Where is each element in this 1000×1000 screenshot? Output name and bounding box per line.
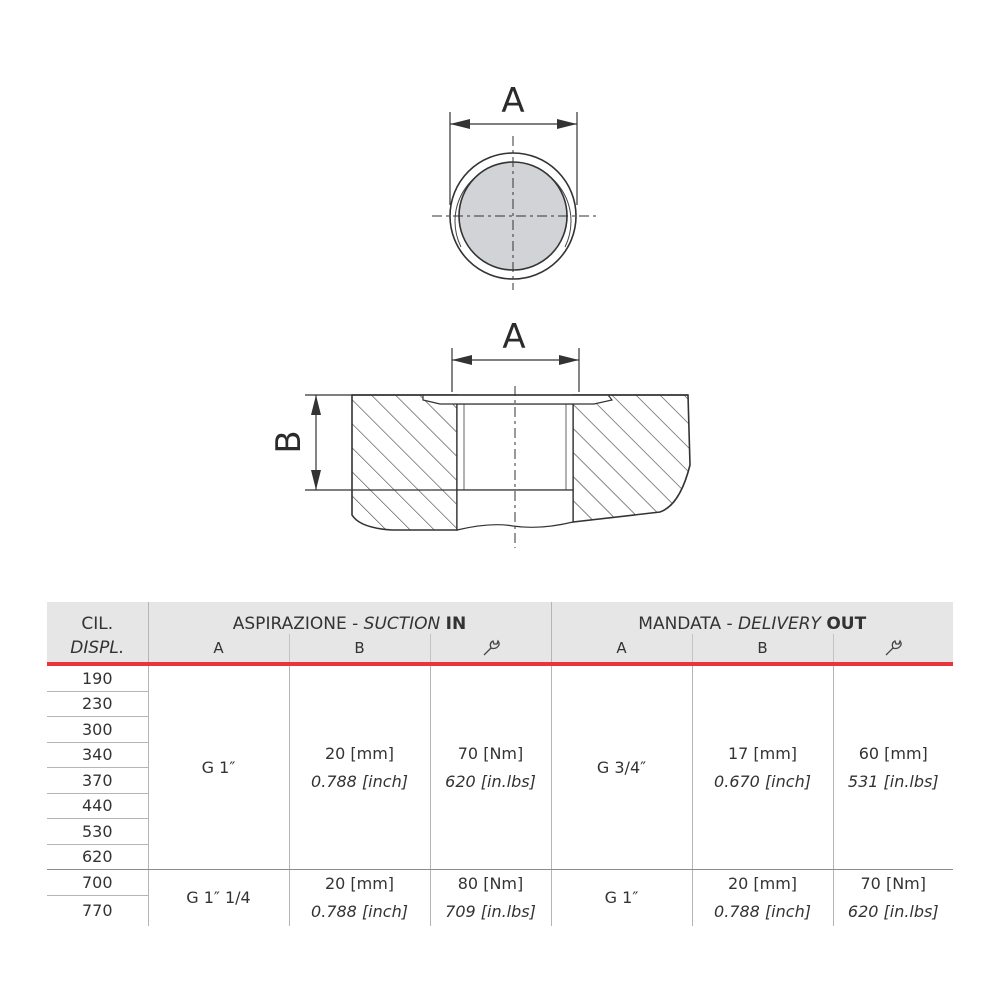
arrow-head	[450, 119, 470, 129]
displacement-cell: 230	[47, 691, 148, 717]
suction-b-mm: 20 [mm]	[324, 743, 395, 763]
header-row-columns	[47, 634, 953, 664]
suction-b-cell	[289, 664, 430, 870]
body-right-section	[573, 395, 690, 522]
arrow-head	[559, 355, 579, 365]
cil-header: CIL.	[47, 602, 148, 634]
arrow-head	[452, 355, 472, 365]
delivery-torque-nm: 60 [mm]	[858, 743, 928, 763]
top-view	[432, 81, 598, 290]
dimension-a-label: A	[502, 317, 526, 357]
dimension-a-label: A	[501, 81, 525, 121]
port-spec-table	[47, 602, 953, 926]
delivery-english-label: DELIVERY	[738, 614, 821, 634]
suction-a-header: A	[148, 634, 289, 664]
displacement-cell: 340	[47, 742, 148, 768]
displ-header: DISPL.	[47, 634, 148, 664]
body-left-section	[352, 395, 457, 530]
delivery-torque-nm: 70 [Nm]	[860, 874, 926, 893]
seat-counterbore	[423, 395, 612, 404]
suction-torque-inlbs: 709 [in.lbs]	[445, 902, 536, 921]
delivery-out-tag: OUT	[826, 614, 867, 634]
arrow-head	[311, 470, 321, 490]
delivery-b-header: B	[692, 634, 833, 664]
displacement-cell: 770	[81, 901, 113, 921]
displacement-cell: 190	[47, 664, 148, 691]
arrow-head	[311, 395, 321, 415]
delivery-b-mm: 17 [mm]	[727, 743, 798, 763]
delivery-torque-cell	[833, 664, 953, 870]
suction-a-cell: G 1″	[148, 664, 289, 870]
wrench-icon	[883, 639, 903, 657]
suction-b-header: B	[289, 634, 430, 664]
delivery-b-cell	[692, 870, 833, 927]
delivery-group-header	[551, 602, 953, 634]
table-row	[47, 664, 953, 691]
displacement-cell: 620	[47, 844, 148, 870]
delivery-torque-header	[833, 634, 953, 664]
delivery-italian-label: MANDATA -	[638, 614, 739, 634]
suction-b-inch: 0.788 [inch]	[311, 771, 408, 791]
delivery-torque-cell	[833, 870, 953, 927]
arrow-head	[557, 119, 577, 129]
suction-torque-nm: 80 [Nm]	[457, 874, 524, 893]
suction-in-tag: IN	[445, 614, 467, 634]
suction-torque-header	[430, 634, 551, 664]
displacement-cell: 370	[47, 768, 148, 794]
delivery-a-cell: G 1″	[551, 870, 692, 927]
suction-group-header	[148, 602, 551, 634]
suction-b-cell	[289, 870, 430, 927]
suction-b-mm: 20 [mm]	[324, 874, 395, 893]
suction-torque-inlbs: 620 [in.lbs]	[445, 771, 536, 791]
delivery-a-cell: G 3/4″	[551, 664, 692, 870]
dimension-b-label: B	[269, 430, 309, 454]
table-row	[47, 870, 953, 896]
suction-torque-cell	[430, 664, 551, 870]
suction-a-cell: G 1″ 1/4	[148, 870, 289, 927]
suction-torque-cell	[430, 870, 551, 927]
delivery-torque-inlbs: 531 [in.lbs]	[847, 771, 939, 791]
displacement-cell: 300	[47, 717, 148, 743]
delivery-b-cell	[692, 664, 833, 870]
delivery-b-inch: 0.788 [inch]	[714, 902, 811, 921]
delivery-a-header: A	[551, 634, 692, 664]
suction-torque-nm: 70 [Nm]	[457, 743, 524, 763]
delivery-b-mm: 20 [mm]	[727, 874, 798, 893]
displacement-cell: 530	[47, 819, 148, 845]
suction-english-label: SUCTION	[363, 614, 441, 634]
section-view	[269, 317, 690, 548]
wrench-icon	[481, 639, 501, 657]
delivery-torque-inlbs: 620 [in.lbs]	[847, 902, 939, 921]
delivery-b-inch: 0.670 [inch]	[714, 771, 811, 791]
displacement-cell: 440	[47, 793, 148, 819]
suction-b-inch: 0.788 [inch]	[311, 902, 408, 921]
suction-italian-label: ASPIRAZIONE -	[232, 614, 364, 634]
displacement-cell: 700	[47, 870, 148, 896]
header-row-groups	[47, 602, 953, 634]
